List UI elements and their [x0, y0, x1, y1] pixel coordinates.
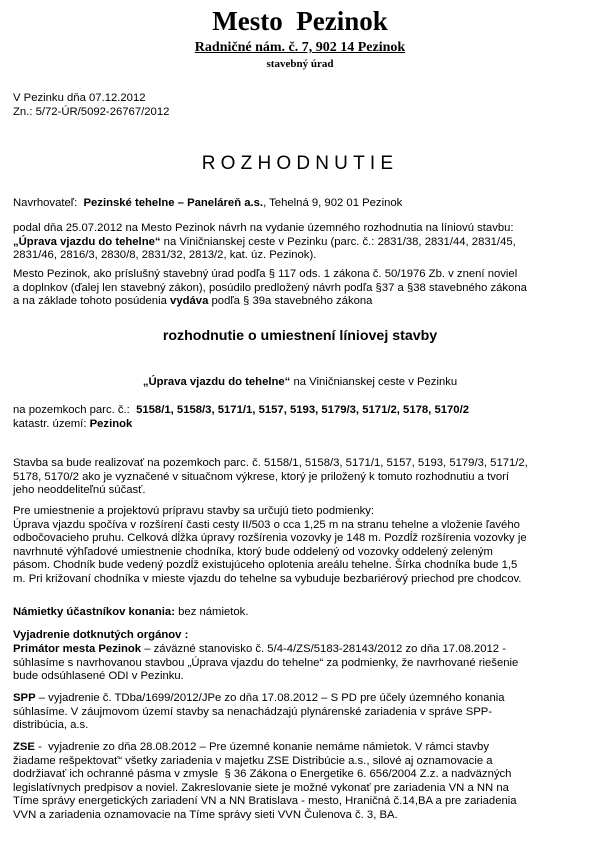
- decision-heading: rozhodnutie o umiestnení líniovej stavby: [162, 328, 438, 344]
- statement-author: ZSE: [13, 741, 35, 753]
- paragraph-line: Úprava vjazdu spočíva v rozšírení časti cesty II/503 o cca 1,25 m na stranu tehelne a vloženie ľavého: [13, 518, 520, 531]
- text-span: – záväzné stanovisko č. 5/4-4/ZS/5183-28143/2012 zo dňa 17.08.2012 -: [141, 643, 506, 655]
- reference-number: Zn.: 5/72-ÚR/5092-26767/2012: [13, 105, 170, 118]
- parcels-label: na pozemkoch parc. č.:: [13, 404, 137, 416]
- applicant-address: , Tehelná 9, 902 01 Pezinok: [263, 197, 403, 209]
- objections-label: Námietky účastníkov konania:: [13, 606, 175, 618]
- text-span: na Viničnianskej ceste v Pezinku (parc. č.: 2831/38, 2831/44, 2831/45,: [160, 235, 516, 248]
- conditions-paragraph: [13, 505, 590, 587]
- project-name: „Úprava vjazdu do tehelne“: [142, 376, 291, 388]
- statement-author: Primátor mesta Pezinok: [13, 643, 142, 655]
- paragraph-line: odbočovacieho pruhu. Celková dĺžka úpravy rozšírenia vozovky je 148 m. Pozdĺž rozšírenia vozovky je: [13, 532, 527, 545]
- paragraph-line: pásom. Chodník bude vedený pozdĺž existujúceho oplotenia areálu tehelne. Šírka chodníka bude 1,5: [13, 559, 518, 572]
- issues-keyword: vydáva: [170, 295, 209, 308]
- document-title: ROZHODNUTIE: [201, 153, 399, 174]
- text-span: podľa § 39a stavebného zákona: [208, 295, 373, 308]
- paragraph-line: [13, 418, 590, 432]
- authority-paragraph: [13, 268, 590, 309]
- paragraph-line: Stavba sa bude realizovať na pozemkoch parc. č. 5158/1, 5158/3, 5171/1, 5157, 5193, 5179/3, 5171/2,: [13, 457, 528, 469]
- zse-statement: [13, 741, 590, 823]
- text-span: na Viničnianskej ceste v Pezinku: [290, 376, 458, 388]
- build-location-paragraph: [13, 457, 590, 498]
- paragraph-line: Tíme správy energetických zariadení VN a NN Bratislava - mesto, Hraničná č.14,BA a pre zariadenia: [13, 795, 517, 808]
- applicant-line: [13, 197, 590, 211]
- paragraph-line: [13, 741, 590, 755]
- date-reference-block: [13, 92, 590, 119]
- text-span: – vyjadrenie č. TDba/1699/2012/JPe zo dňa 17.08.2012 – S PD pre účely územného konania: [35, 692, 505, 704]
- paragraph-line: [13, 236, 590, 250]
- submission-paragraph: [13, 222, 590, 263]
- paragraph-line: bude odsúhlasené ODI v Pezinku.: [13, 670, 184, 683]
- paragraph-line: jeho neoddeliteľnú súčasť.: [13, 484, 146, 497]
- applicant-label: Navrhovateľ:: [13, 197, 78, 209]
- statements-heading: Vyjadrenie dotknutých orgánov :: [13, 629, 189, 641]
- paragraph-line: [13, 295, 590, 309]
- paragraph-line: m. Pri križovaní chodníka v mieste vjazdu do tehelne sa vybuduje bezbariérový priechod pre chodcov.: [13, 572, 522, 585]
- objections-value: bez námietok.: [174, 606, 249, 618]
- office-name: stavebný úrad: [266, 58, 334, 70]
- paragraph-line: [13, 643, 590, 657]
- project-line: [0, 375, 600, 389]
- paragraph-line: 5178, 5170/2 ako je vyznačené v situačnom výkrese, ktorý je priložený k tomuto rozhodnutiu a tvorí: [13, 470, 510, 483]
- paragraph-line: dodržiavať ich ochranné pásma v zmysle § 36 Zákona o Energetike 6. 656/2004 Z.z. a nadväzných: [13, 768, 512, 781]
- applicant-name: Pezinské tehelne – Paneláreň a.s.: [83, 197, 264, 209]
- paragraph-line: [13, 404, 590, 418]
- paragraph-line: súhlasíme. V záujmovom území stavby sa nenachádzajú plynárenské zariadenia v správe SPP-: [13, 705, 493, 718]
- mayor-statement: [13, 643, 590, 684]
- municipality-address: Radničné nám. č. 7, 902 14 Pezinok: [194, 40, 406, 55]
- municipality-title: Mesto Pezinok: [212, 6, 388, 36]
- paragraph-line: distribúcia, a.s.: [13, 719, 89, 732]
- project-name: „Úprava vjazdu do tehelne“: [13, 235, 161, 248]
- paragraph-line: navrhnuté výhľadové umiestnenie chodníka, ktorý bude oddelený od vozovky oddelený zeleným: [13, 545, 493, 558]
- paragraph-line: podal dňa 25.07.2012 na Mesto Pezinok návrh na vydanie územného rozhodnutia na líniovú stavbu:: [13, 222, 514, 234]
- paragraph-line: Pre umiestnenie a projektovú prípravu stavby sa určujú tieto podmienky:: [13, 505, 375, 517]
- statement-author: SPP: [13, 692, 36, 704]
- spp-statement: [13, 692, 590, 733]
- date-line: V Pezinku dňa 07.12.2012: [13, 92, 146, 104]
- objections-line: [13, 606, 590, 620]
- text-span: a na základe tohoto posúdenia: [13, 295, 171, 308]
- paragraph-line: Mesto Pezinok, ako príslušný stavebný úrad podľa § 117 ods. 1 zákona č. 50/1976 Zb. v znení noviel: [13, 268, 518, 280]
- paragraph-line: žiadame rešpektovať“ všetky zariadenia v majetku ZSE Distribúcie a.s., silové aj oznamovacie a: [13, 754, 493, 767]
- parcels-block: [13, 404, 590, 431]
- paragraph-line: legislatívnych predpisov a noviel. Zakreslovanie siete je možné vykonať pre zariadenia VN a NN na: [13, 781, 509, 794]
- paragraph-line: a doplnkov (ďalej len stavebný zákon), posúdilo predložený návrh podľa §37 a §38 stavebného zákona: [13, 281, 527, 294]
- paragraph-line: VVN a zariadenia oznamovacie na Tíme správy sieti VVN Čulenova č. 3, BA.: [13, 808, 398, 821]
- paragraph-line: [13, 692, 590, 706]
- cadastre-name: Pezinok: [89, 417, 133, 430]
- text-span: - vyjadrenie zo dňa 28.08.2012 – Pre územné konanie nemáme námietok. V rámci stavby: [34, 741, 489, 753]
- parcels-list: 5158/1, 5158/3, 5171/1, 5157, 5193, 5179/3, 5171/2, 5178, 5170/2: [136, 404, 470, 416]
- cadastre-label: katastr. území:: [13, 417, 90, 430]
- paragraph-line: 2831/46, 2816/3, 2830/8, 2831/32, 2813/2, kat. úz. Pezinok).: [13, 249, 317, 262]
- paragraph-line: súhlasíme s navrhovanou stavbou „Úprava vjazdu do tehelne“ za podmienky, že navrhované riešenie: [13, 656, 519, 669]
